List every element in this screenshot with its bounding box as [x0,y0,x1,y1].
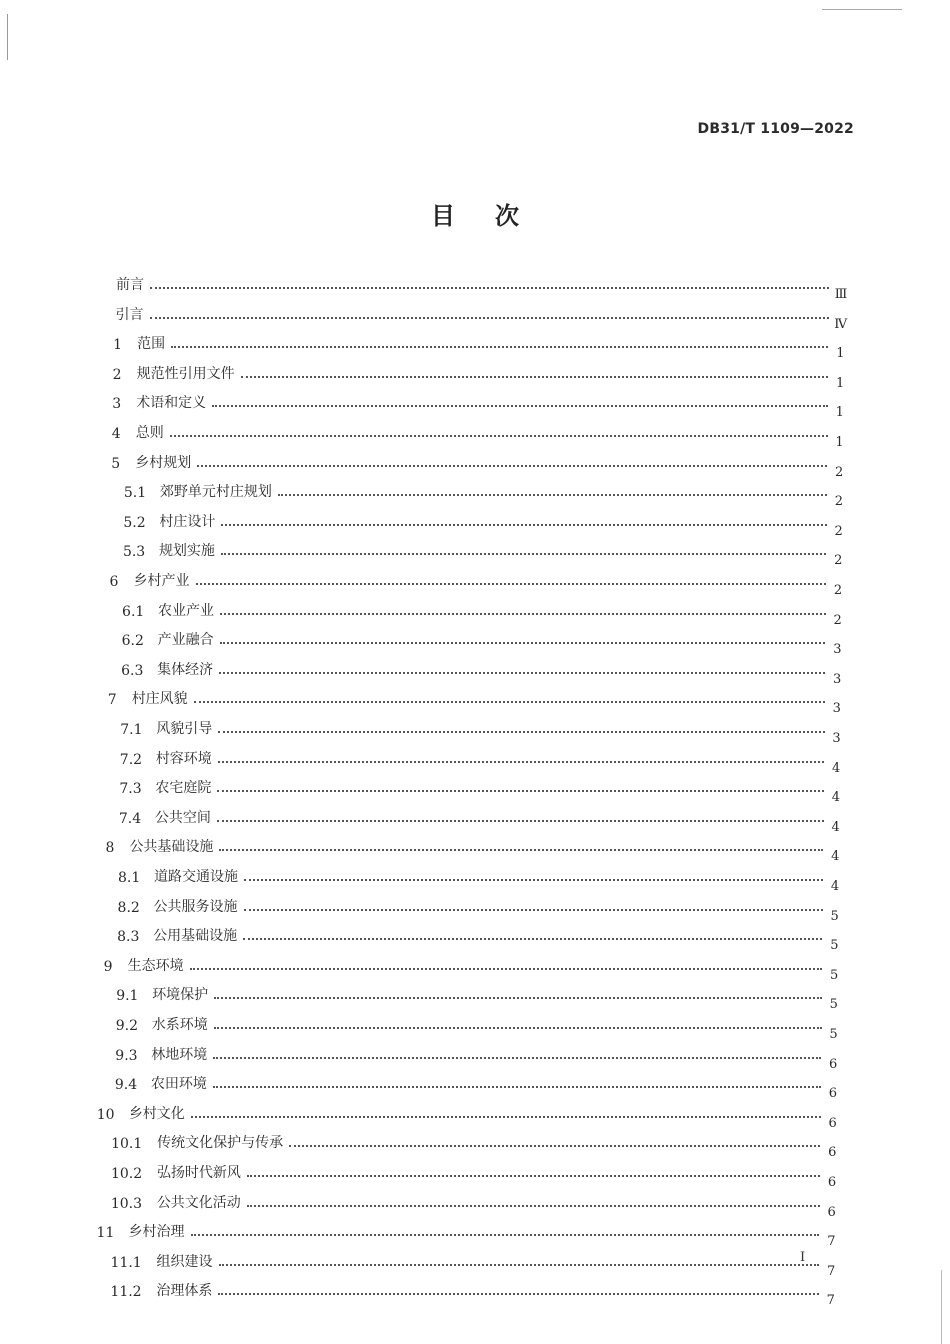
toc-entry-page: 2 [835,464,844,480]
toc-leader-dots [218,761,824,763]
toc-leader-dots [221,524,826,526]
toc-entry-number: 4 [111,426,121,442]
toc-leader-dots [217,790,824,792]
toc-entry-label: 水系环境 [151,1017,208,1033]
toc-leader-dots [196,583,827,585]
toc-leader-dots [194,701,825,703]
toc-entry-label: 村庄风貌 [131,691,188,708]
toc-entry-page: 3 [833,642,842,658]
toc-entry-label: 农宅庭院 [155,780,212,797]
toc-leader-dots [219,672,825,674]
toc-leader-dots [289,1145,820,1147]
toc-leader-dots [244,909,823,911]
toc-entry[interactable] [113,329,847,362]
toc-entry-page: 1 [836,346,845,362]
toc-entry-page: 6 [827,1175,837,1190]
toc-entry-number: 11 [96,1225,115,1242]
toc-leader-dots [218,731,824,733]
toc-entry-label: 生态环境 [127,957,184,974]
toc-entry[interactable] [112,359,847,391]
toc-entry[interactable] [117,892,842,924]
toc-entry[interactable] [111,448,846,480]
toc-entry[interactable] [114,1069,840,1102]
toc-entry[interactable] [110,1188,839,1220]
toc-entry-page: 4 [832,760,841,776]
toc-entry-number: 10.3 [110,1195,142,1212]
toc-entry-label: 乡村规划 [135,454,192,471]
toc-entry-page: 3 [832,701,841,717]
toc-entry-number: 7.3 [119,781,142,798]
toc-entry[interactable] [122,596,845,628]
toc-entry-number: 9.4 [114,1077,138,1094]
toc-entry-label: 林地环境 [151,1046,208,1063]
toc-entry-label: 乡村文化 [128,1105,185,1122]
toc-entry-page: Ⅳ [834,316,848,332]
toc-entry-number: 2 [112,366,122,383]
toc-entry-label: 环境保护 [152,987,209,1004]
toc-entry-page: 4 [831,849,840,865]
toc-entry[interactable] [107,684,844,717]
toc-entry[interactable] [110,1158,839,1190]
toc-entry-label: 集体经济 [157,661,214,678]
toc-entry-page: 4 [830,879,840,894]
toc-entry-page: 2 [834,553,843,569]
scan-edge-left [7,14,8,60]
toc-entry-page: 5 [829,967,839,983]
toc-entry-page: 7 [826,1263,836,1279]
toc-entry-number: 6.2 [121,633,144,650]
toc-leader-dots [217,820,824,822]
toc-leader-dots [247,1205,820,1207]
toc-entry-number: 8.3 [117,929,140,946]
toc-entry-page: 6 [828,1145,837,1161]
toc-leader-dots [219,1264,820,1266]
toc-entry-label: 传统文化保护与传承 [157,1135,284,1152]
toc-leader-dots [170,435,828,437]
toc-entry-number: 9.3 [115,1047,138,1064]
toc-leader-dots [247,1175,820,1177]
toc-entry-page: 5 [829,997,838,1013]
toc-entry-page: 4 [831,790,841,806]
toc-leader-dots [212,405,828,407]
toc-leader-dots [220,613,826,615]
toc-leader-dots [218,1293,818,1295]
toc-leader-dots [171,346,828,348]
toc-entry[interactable] [116,980,841,1013]
toc-entry-number: 5.1 [123,485,147,502]
toc-entry[interactable] [112,388,847,421]
toc-entry-number: 9.1 [116,988,139,1005]
toc-entry-label: 农田环境 [150,1076,207,1093]
toc-entry-label: 道路交通设施 [154,869,238,885]
toc-entry-number: 6.1 [122,603,145,620]
toc-entry-label: 乡村治理 [128,1224,185,1241]
toc-entry-page: 2 [833,612,842,628]
toc-entry-label: 范围 [137,336,166,353]
toc-entry[interactable] [109,566,846,598]
toc-entry-number: 9 [103,958,113,975]
toc-entry[interactable] [117,921,841,954]
toc-entry[interactable] [123,507,845,539]
toc-entry-number: 8.2 [117,899,140,916]
toc-leader-dots [191,1234,820,1236]
toc-entry[interactable] [115,1040,840,1072]
toc-entry-page: 2 [834,523,843,539]
toc-entry-number: 10 [96,1106,115,1123]
toc-entry-number: 10.2 [110,1166,143,1182]
toc-leader-dots [214,1027,822,1029]
toc-entry-page: 1 [835,405,844,421]
toc-leader-dots [244,879,823,881]
toc-leader-dots [150,317,829,319]
toc-entry-page: 6 [828,1115,837,1131]
toc-entry[interactable] [111,1128,839,1161]
toc-entry-label: 乡村产业 [133,573,190,589]
toc-entry-page: 2 [833,583,843,598]
toc-entry-label: 公共基础设施 [129,839,214,856]
toc-entry[interactable] [115,1010,841,1042]
toc-entry-label: 产业融合 [157,632,214,649]
toc-entry-label: 弘扬时代新风 [156,1165,241,1181]
toc-entry-page: 7 [826,1293,835,1309]
toc-entry-label: 术语和定义 [136,395,207,412]
toc-entry-label: 风貌引导 [156,721,213,737]
toc-leader-dots [221,553,826,555]
page-title: 目次 [431,202,559,230]
toc-entry-page: 5 [829,1027,838,1042]
toc-entry[interactable] [96,1099,840,1131]
toc-entry-page: 7 [827,1234,836,1250]
toc-entry-number: 5.3 [122,544,146,561]
toc-leader-dots [278,494,827,496]
toc-entry[interactable] [103,951,841,983]
toc-entry-label: 组织建设 [156,1253,213,1270]
page-number: I [800,1250,806,1265]
toc-entry-page: 1 [835,435,844,450]
toc-entry-page: 6 [829,1056,838,1072]
toc-entry[interactable] [110,1247,839,1279]
toc-entry-number: 7.4 [118,810,142,827]
toc-entry-label: 前言 [116,277,144,293]
toc-entry-number: 1 [113,337,123,354]
toc-entry-label: 村容环境 [155,750,212,767]
toc-entry-label: 引言 [115,306,144,323]
toc-leader-dots [220,642,826,644]
document-code: DB31/T 1109—2022 [697,121,854,137]
toc-entry[interactable] [122,536,845,569]
toc-entry-page: 5 [830,938,839,954]
toc-entry-page: 1 [835,375,845,391]
toc-entry-number: 7 [107,692,117,709]
toc-entry-number: 7.2 [119,751,143,768]
scan-edge-top [822,9,902,10]
toc-entry[interactable] [118,862,842,894]
toc-entry-page: 3 [832,731,841,746]
toc-entry-page: 2 [834,494,844,510]
toc-entry-label: 公共服务设施 [153,898,238,915]
toc-entry[interactable] [119,773,843,806]
toc-entry-number: 5.2 [123,514,146,531]
toc-entry[interactable] [105,832,842,865]
toc-entry[interactable] [120,714,843,746]
toc-leader-dots [190,968,822,970]
scan-edge-right [941,1270,942,1344]
toc-entry-label: 治理体系 [156,1283,213,1300]
toc-entry-number: 9.2 [115,1018,139,1034]
toc-leader-dots [197,465,827,467]
toc-leader-dots [213,1086,821,1088]
toc-leader-dots [191,1116,821,1118]
toc-entry-number: 11.1 [110,1254,142,1271]
toc-entry-number: 6.3 [121,662,144,679]
toc-entry[interactable] [119,744,843,776]
toc-entry-page: 3 [832,671,842,687]
toc-entry-label: 规范性引用文件 [136,365,235,382]
toc-entry[interactable] [96,1217,839,1250]
toc-entry-page: 6 [827,1204,836,1220]
toc-entry[interactable] [121,655,844,687]
toc-entry[interactable] [123,477,846,510]
toc-entry-page: 5 [830,908,839,924]
toc-entry-number: 6 [109,574,119,590]
toc-entry-label: 总则 [135,425,164,441]
toc-entry[interactable] [110,1276,837,1309]
toc-entry-number: 7.1 [120,722,143,738]
toc-entry-label: 村庄设计 [159,513,216,530]
toc-entry[interactable] [116,270,848,302]
toc-leader-dots [214,997,822,999]
toc-entry-label: 公用基础设施 [153,928,238,945]
toc-leader-dots [213,1057,821,1059]
toc-entry-label: 规划实施 [158,543,215,560]
toc-entry[interactable] [111,418,847,450]
toc-leader-dots [219,849,823,851]
toc-leader-dots [241,376,828,378]
toc-leader-dots [243,938,822,940]
toc-leader-dots [150,287,829,289]
toc-entry[interactable] [118,803,843,835]
toc-entry-label: 农业产业 [158,602,215,619]
toc-entry-number: 3 [112,396,122,413]
toc-entry-page: Ⅲ [834,287,848,302]
toc-entry-number: 5 [111,455,121,472]
toc-entry-number: 8 [105,840,115,857]
toc-entry-number: 10.1 [111,1136,143,1153]
toc-entry-label: 公共空间 [154,809,211,826]
toc-entry-number: 8.1 [118,870,141,886]
toc-entry-page: 4 [831,819,840,835]
toc-entry[interactable] [121,625,845,658]
toc-entry-page: 6 [828,1086,838,1102]
toc-entry[interactable] [115,300,848,332]
toc-entry-label: 郊野单元村庄规划 [159,484,272,501]
toc-entry-label: 公共文化活动 [156,1194,241,1211]
toc-entry-number: 11.2 [110,1284,142,1301]
